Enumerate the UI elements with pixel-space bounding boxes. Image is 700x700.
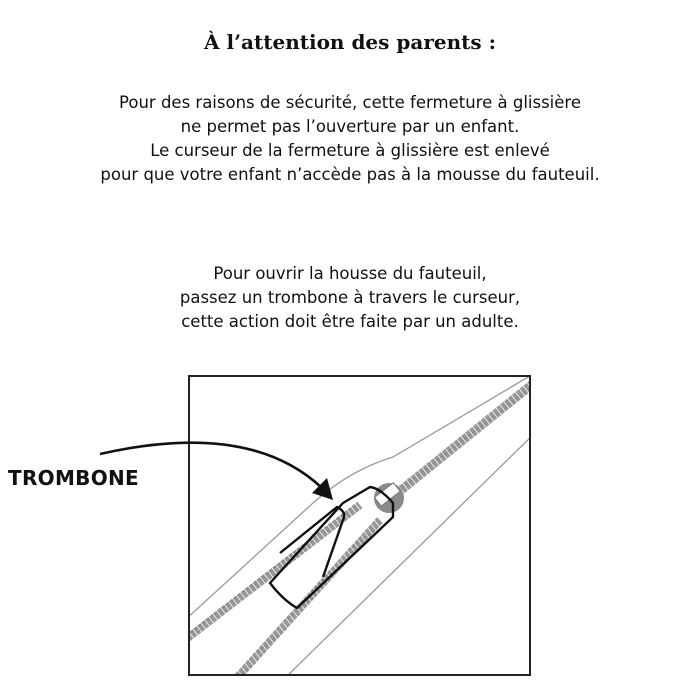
text-line: Le curseur de la fermeture à glissière est enlevé: [150, 141, 550, 160]
page-title: À l’attention des parents :: [204, 30, 496, 54]
text-line: Pour des raisons de sécurité, cette fermeture à glissière: [119, 93, 581, 112]
text-line: pour que votre enfant n’accède pas à la mousse du fauteuil.: [100, 165, 600, 184]
text-line: ne permet pas l’ouverture par un enfant.: [180, 117, 520, 136]
zipper-teeth-closed: [395, 378, 540, 495]
text-line: Pour ouvrir la housse du fauteuil,: [213, 264, 487, 283]
paperclip-label: TROMBONE: [8, 466, 139, 490]
zipper-tape-upper-edge: [185, 370, 540, 620]
illustration-frame: [189, 376, 530, 675]
text-line: cette action doit être faite par un adulte.: [181, 312, 519, 331]
zipper-tape-lower-edge: [283, 428, 540, 680]
text-line: passez un trombone à travers le curseur,: [179, 288, 521, 307]
